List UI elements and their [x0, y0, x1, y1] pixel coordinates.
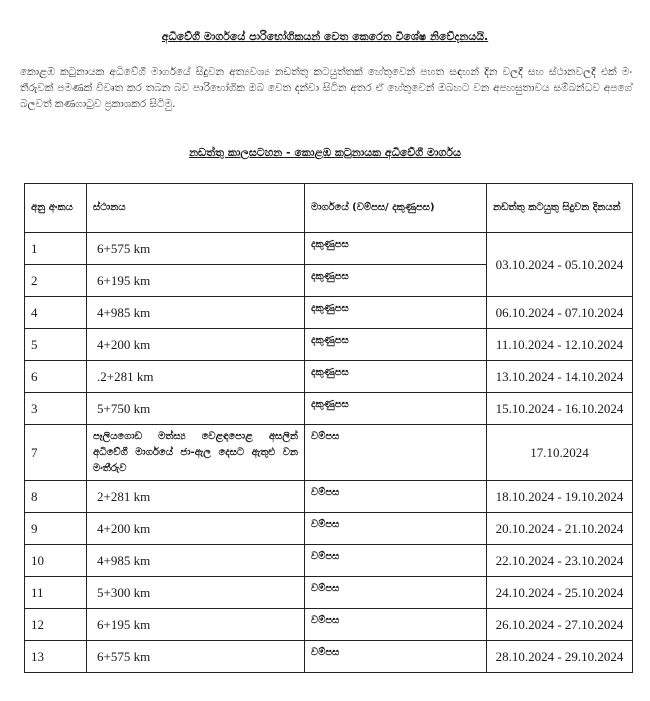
column-header-dates: නඩත්තු කටයුතු සිදුවන දිනයන් — [487, 184, 633, 233]
row-dates: 15.10.2024 - 16.10.2024 — [487, 393, 633, 425]
row-direction: වම්පස — [305, 641, 487, 673]
table-header-row — [25, 184, 633, 233]
row-direction: දකුණුපස — [305, 361, 487, 393]
table-row — [25, 361, 633, 393]
row-direction: වම්පස — [305, 481, 487, 513]
row-location: 4+200 km — [87, 513, 305, 545]
row-location: පෑලියගොඩ මත්ස්‍ය වෙළඳපොළ අසලින් අධිවේගී මාර්ගයේ ජා-ඇල දෙසට ඇතුළු වන මංතීරුව — [87, 425, 305, 481]
column-header-number: අනු අංකය — [25, 184, 87, 233]
row-location: 4+200 km — [87, 329, 305, 361]
row-number: 6 — [25, 361, 87, 393]
row-dates: 26.10.2024 - 27.10.2024 — [487, 609, 633, 641]
row-dates: 03.10.2024 - 05.10.2024 — [487, 233, 633, 297]
notice-title: අධිවේගී මාර්ගයේ පාරිභෝගිකයන් වෙත කෙරෙන විශේෂ නිවේදනයයි. — [161, 30, 489, 43]
row-location: 2+281 km — [87, 481, 305, 513]
row-number: 8 — [25, 481, 87, 513]
table-row — [25, 545, 633, 577]
table-row — [25, 393, 633, 425]
row-dates: 13.10.2024 - 14.10.2024 — [487, 361, 633, 393]
row-direction: දකුණුපස — [305, 297, 487, 329]
row-location: 6+195 km — [87, 609, 305, 641]
row-number: 10 — [25, 545, 87, 577]
table-row — [25, 481, 633, 513]
table-row — [25, 513, 633, 545]
row-location: 5+300 km — [87, 577, 305, 609]
row-number: 7 — [25, 425, 87, 481]
row-location: 6+195 km — [87, 265, 305, 297]
row-number: 12 — [25, 609, 87, 641]
row-dates: 20.10.2024 - 21.10.2024 — [487, 513, 633, 545]
row-direction: දකුණුපස — [305, 265, 487, 297]
row-direction: දකුණුපස — [305, 329, 487, 361]
row-direction: දකුණුපස — [305, 233, 487, 265]
column-header-location: ස්ථානය — [87, 184, 305, 233]
row-number: 3 — [25, 393, 87, 425]
table-row — [25, 609, 633, 641]
table-row — [25, 641, 633, 673]
row-direction: වම්පස — [305, 513, 487, 545]
row-dates: 17.10.2024 — [487, 425, 633, 481]
table-row — [25, 577, 633, 609]
row-dates: 18.10.2024 - 19.10.2024 — [487, 481, 633, 513]
table-row — [25, 233, 633, 265]
row-number: 9 — [25, 513, 87, 545]
row-number: 4 — [25, 297, 87, 329]
row-number: 1 — [25, 233, 87, 265]
table-row — [25, 329, 633, 361]
row-location: 4+985 km — [87, 545, 305, 577]
row-direction: වම්පස — [305, 609, 487, 641]
column-header-direction: මාර්ගයේ (වම්පස/ දකුණුපස) — [305, 184, 487, 233]
row-direction: වම්පස — [305, 425, 487, 481]
row-dates: 22.10.2024 - 23.10.2024 — [487, 545, 633, 577]
row-dates: 28.10.2024 - 29.10.2024 — [487, 641, 633, 673]
row-dates: 24.10.2024 - 25.10.2024 — [487, 577, 633, 609]
maintenance-schedule-table — [24, 183, 633, 673]
row-dates: 11.10.2024 - 12.10.2024 — [487, 329, 633, 361]
schedule-subtitle: නඩත්තු කාලසටහන - කොළඹ කටුනායක අධිවේගී මාර්ගය — [189, 146, 461, 159]
row-location: 4+985 km — [87, 297, 305, 329]
row-location: 6+575 km — [87, 233, 305, 265]
notice-paragraph: කොළඹ කටුනායක අධිවේගී මාර්ගයේ සිදුවන අත්‍යවශ්‍ය නඩත්තු කටයුත්තක් හේතුවෙන් පහත සඳහන් දින වලදී සහ ස්ථානවලදී එක් මං තීරුවක් පමණක් විවෘත කර තබන බව පාරිභෝගික ඔබ වෙත දන්වා සිටින අතර ඒ හේතුවෙන් ඔබහට වන අපහසුතාවය සම්බන්ධව අපගේ බලවත් කණගාටුව ප්‍රකාශකර සිටිමු. — [20, 66, 632, 110]
row-number: 2 — [25, 265, 87, 297]
row-location: .2+281 km — [87, 361, 305, 393]
row-number: 5 — [25, 329, 87, 361]
table-row — [25, 425, 633, 481]
table-row — [25, 297, 633, 329]
row-direction: වම්පස — [305, 577, 487, 609]
row-number: 11 — [25, 577, 87, 609]
row-dates: 06.10.2024 - 07.10.2024 — [487, 297, 633, 329]
row-location: 5+750 km — [87, 393, 305, 425]
row-number: 13 — [25, 641, 87, 673]
row-direction: දකුණුපස — [305, 393, 487, 425]
row-direction: වම්පස — [305, 545, 487, 577]
row-location: 6+575 km — [87, 641, 305, 673]
